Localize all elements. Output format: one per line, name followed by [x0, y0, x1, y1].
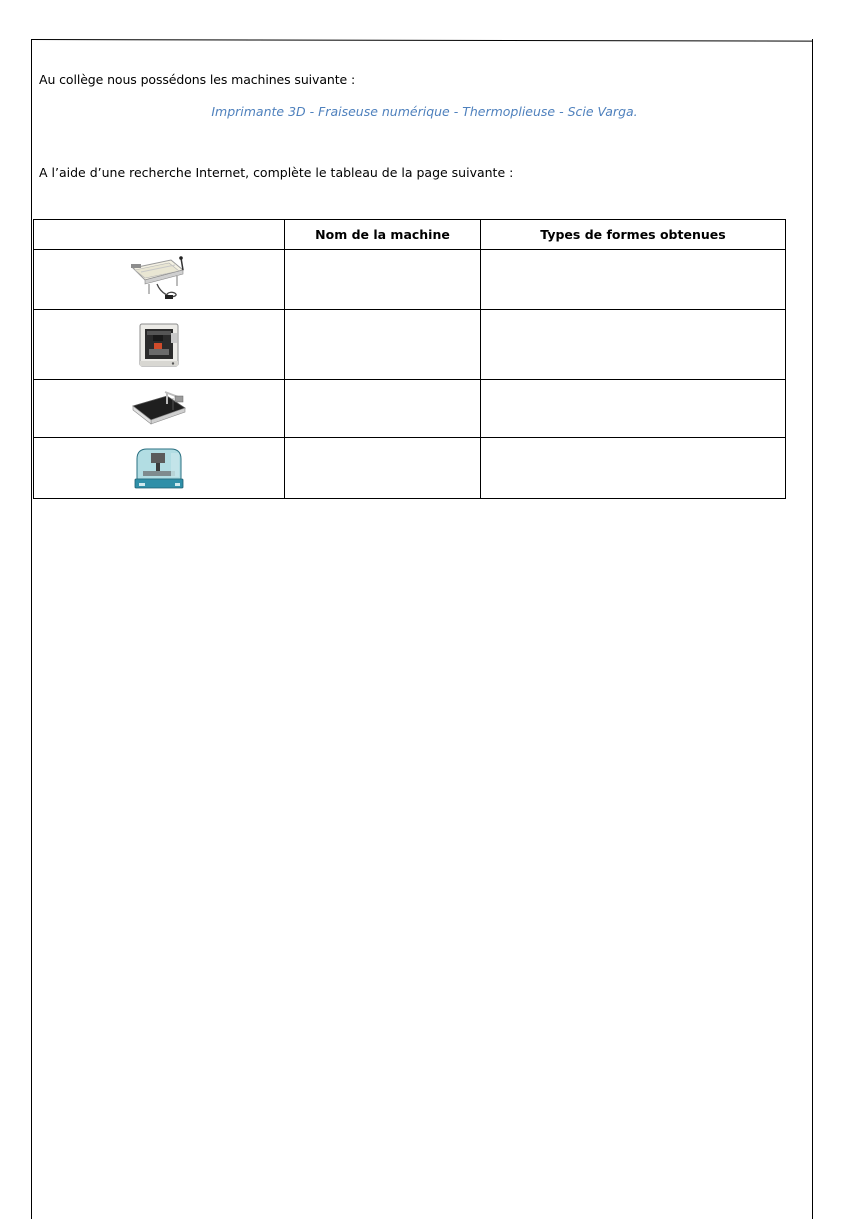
shape-types-cell[interactable] [481, 380, 786, 438]
shape-types-cell[interactable] [481, 250, 786, 310]
machine-name-cell[interactable] [285, 438, 481, 499]
intro-text: Au collège nous possédons les machines suivante : [39, 72, 356, 87]
machine-name-cell[interactable] [285, 380, 481, 438]
table-header-row [34, 220, 786, 250]
table-row [34, 380, 786, 438]
machine-name-cell[interactable] [285, 310, 481, 380]
shape-types-cell[interactable] [481, 310, 786, 380]
page-frame [31, 39, 813, 1219]
header-machine-name: Nom de la machine [285, 220, 481, 250]
table-row [34, 310, 786, 380]
table-row [34, 438, 786, 499]
scie-varga-image [129, 390, 189, 428]
image-cell [34, 380, 285, 438]
image-cell [34, 438, 285, 499]
machines-list [0, 104, 849, 119]
thermoplieuse-image [127, 254, 191, 306]
image-cell [34, 250, 285, 310]
imprimante-3d-image [137, 321, 181, 369]
header-shape-types: Types de formes obtenues [481, 220, 786, 250]
machines-table [33, 219, 786, 499]
image-cell [34, 310, 285, 380]
machines-list-text: Imprimante 3D - Fraiseuse numérique - Thermoplieuse - Scie Varga. [211, 104, 638, 119]
header-image [34, 220, 285, 250]
machine-name-cell[interactable] [285, 250, 481, 310]
table-row [34, 250, 786, 310]
instruction-text: A l’aide d’une recherche Internet, complète le tableau de la page suivante : [39, 165, 514, 180]
shape-types-cell[interactable] [481, 438, 786, 499]
fraiseuse-numerique-image [131, 445, 187, 491]
